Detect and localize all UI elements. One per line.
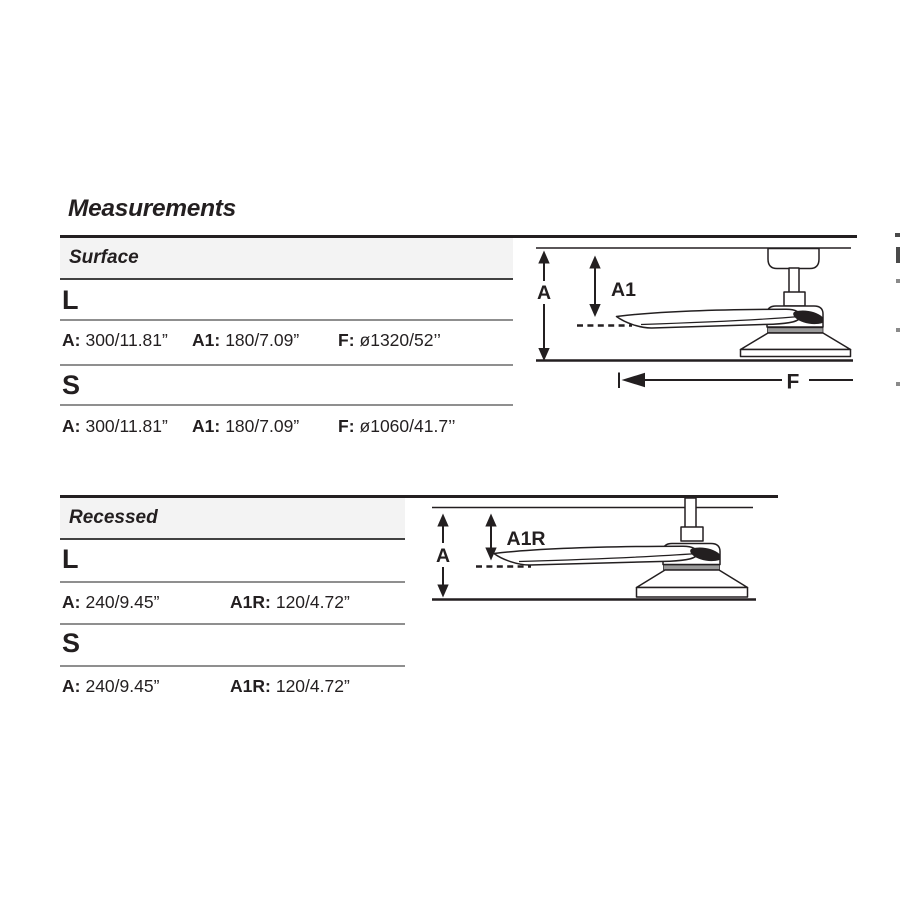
- measurement-a1r-value: 120/4.72”: [275, 592, 350, 612]
- measurement-a1-key: A1:: [192, 416, 221, 436]
- measurement-a1: [192, 416, 299, 437]
- measurement-f-key: F:: [338, 330, 355, 350]
- measurement-a1r: [230, 592, 350, 613]
- arrow-a-down: [437, 585, 448, 598]
- surface-size-l: L: [62, 285, 79, 315]
- measurement-f-key: F:: [338, 416, 355, 436]
- recessed-header-rule: [60, 538, 405, 540]
- measurement-f-value: ø1320/52’’: [359, 330, 441, 350]
- measurement-a-value: 300/11.81”: [85, 330, 168, 350]
- measurement-a1r-key: A1R:: [230, 592, 271, 612]
- recessed-size-l: L: [62, 544, 79, 574]
- dimension-label-a1r: A1R: [506, 528, 546, 550]
- page-title: Measurements: [68, 195, 236, 222]
- motor-band: [664, 565, 720, 570]
- surface-size-s: S: [62, 370, 81, 400]
- surface-fan-diagram: [520, 228, 865, 398]
- downrod: [685, 498, 696, 528]
- light-shade: [637, 570, 748, 588]
- measurement-a: [62, 416, 168, 437]
- measurement-a-key: A:: [62, 676, 81, 696]
- page-edge-fragment: [896, 328, 900, 332]
- recessed-row-l-measurements: [62, 592, 405, 612]
- measurement-a: [62, 330, 168, 351]
- measurement-a1-value: 180/7.09”: [225, 330, 300, 350]
- recessed-fan-diagram: [425, 490, 765, 608]
- measurement-f-value: ø1060/41.7’’: [359, 416, 456, 436]
- measurement-a-value: 240/9.45”: [85, 676, 160, 696]
- light-shade: [741, 333, 851, 350]
- arrow-a-up: [538, 251, 549, 264]
- downrod: [789, 268, 799, 293]
- f-arrowhead: [622, 373, 646, 387]
- measurement-a: [62, 592, 159, 613]
- measurement-a1-value: 180/7.09”: [225, 416, 300, 436]
- rod-coupler: [784, 292, 805, 306]
- measurement-a1r-value: 120/4.72”: [275, 676, 350, 696]
- measurement-a-key: A:: [62, 330, 81, 350]
- arrow-a-up: [437, 514, 448, 527]
- page-edge-fragment: [896, 247, 900, 263]
- shade-rim: [637, 588, 748, 598]
- recessed-row-s-measurements: [62, 676, 405, 696]
- measurement-a1: [192, 330, 299, 351]
- recessed-size-s: S: [62, 628, 81, 658]
- page-edge-fragment: [896, 279, 900, 283]
- measurement-a-key: A:: [62, 592, 81, 612]
- page-edge-fragment: [895, 233, 900, 237]
- surface-rule-2: [60, 364, 513, 366]
- dimension-label-f: F: [786, 370, 800, 394]
- measurement-a-value: 300/11.81”: [85, 416, 168, 436]
- surface-rule-3: [60, 404, 513, 406]
- motor-band: [768, 328, 824, 333]
- dimension-label-a: A: [536, 282, 552, 304]
- measurement-a1r-key: A1R:: [230, 676, 271, 696]
- recessed-section-header: [60, 498, 405, 538]
- page-edge-fragment: [896, 382, 900, 386]
- shade-rim: [741, 350, 851, 357]
- measurement-a1r: [230, 676, 350, 697]
- measurement-a1-key: A1:: [192, 330, 221, 350]
- canopy: [768, 249, 819, 269]
- surface-section-header: [60, 238, 513, 278]
- surface-header-rule: [60, 278, 513, 280]
- dimension-label-a: A: [435, 545, 451, 567]
- measurement-a-value: 240/9.45”: [85, 592, 160, 612]
- surface-row-s-measurements: [62, 416, 513, 436]
- measurement-a: [62, 676, 159, 697]
- recessed-rule-3: [60, 665, 405, 667]
- surface-rule-1: [60, 319, 513, 321]
- arrow-a1r-up: [485, 514, 496, 527]
- dimension-label-a1: A1: [611, 279, 636, 301]
- recessed-rule-2: [60, 623, 405, 625]
- surface-header-label: Surface: [69, 247, 139, 268]
- recessed-rule-1: [60, 581, 405, 583]
- surface-row-l-measurements: [62, 330, 513, 350]
- measurement-f: [338, 330, 441, 351]
- arrow-a-down: [538, 348, 549, 361]
- arrow-a1-down: [589, 304, 600, 317]
- recessed-header-label: Recessed: [69, 507, 158, 528]
- measurement-f: [338, 416, 456, 437]
- rod-coupler: [681, 527, 703, 541]
- measurement-a-key: A:: [62, 416, 81, 436]
- arrow-a1-up: [589, 256, 600, 269]
